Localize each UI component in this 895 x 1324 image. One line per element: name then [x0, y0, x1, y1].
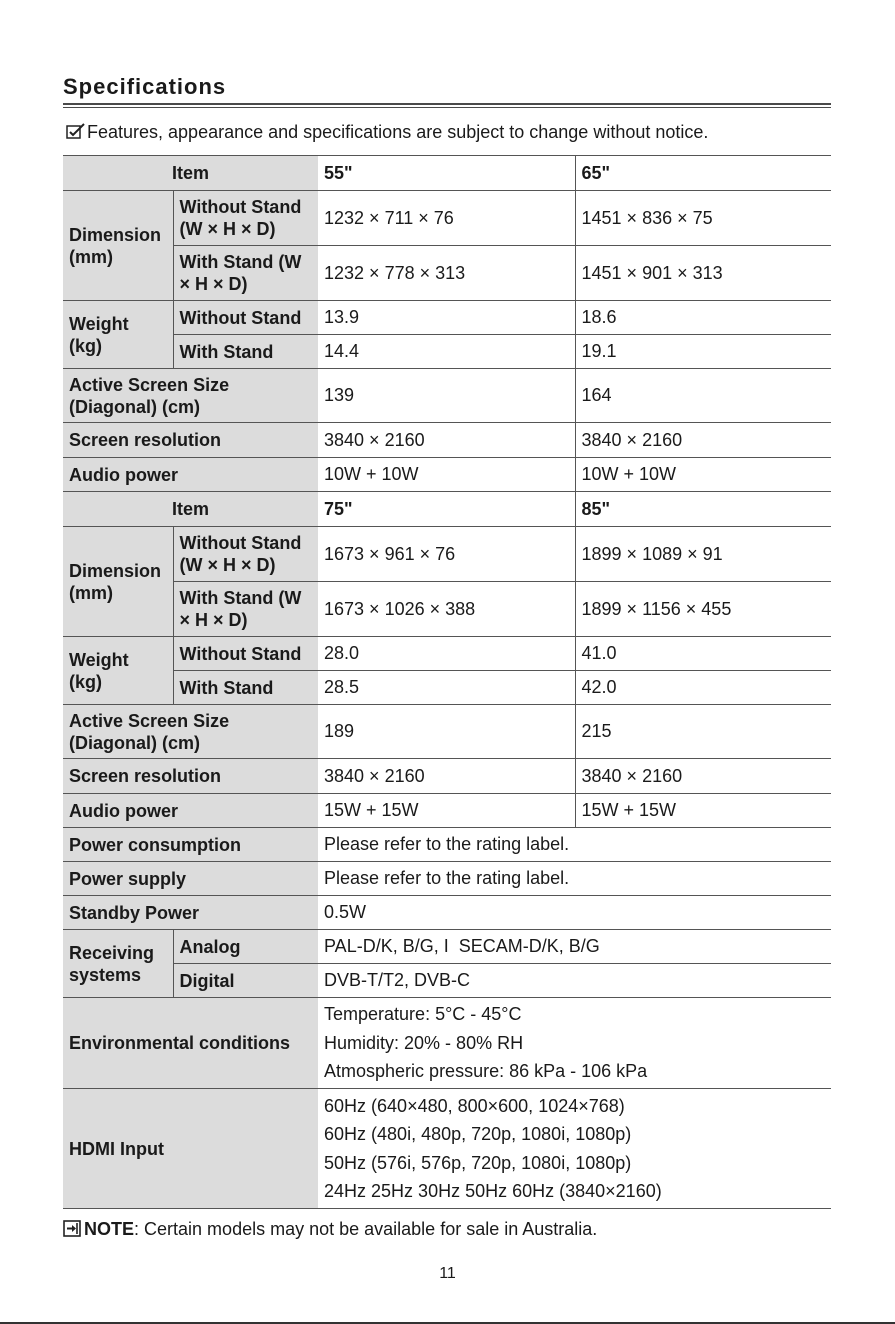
- analog-label: Analog: [173, 930, 318, 964]
- table-row: [63, 964, 831, 998]
- without-stand-label: Without Stand (W × H × D): [173, 527, 318, 582]
- table-row: [63, 998, 831, 1089]
- table-row: [63, 246, 831, 301]
- disclaimer: [66, 122, 708, 143]
- table-cell: 164: [575, 369, 831, 423]
- table-cell: 0.5W: [318, 896, 831, 930]
- disclaimer-text: Features, appearance and specifications are subject to change without notice.: [87, 122, 709, 142]
- table-cell: 18.6: [575, 301, 831, 335]
- table-row: [63, 828, 831, 862]
- table-cell: 1451 × 901 × 313: [575, 246, 831, 301]
- model-header: 65": [575, 156, 831, 191]
- without-stand-label: Without Stand: [173, 301, 318, 335]
- table-cell: PAL-D/K, B/G, I SECAM-D/K, B/G: [318, 930, 831, 964]
- table-row: [63, 458, 831, 492]
- table-cell: 41.0: [575, 637, 831, 671]
- table-cell: 1673 × 1026 × 388: [318, 582, 575, 637]
- table-cell: 1673 × 961 × 76: [318, 527, 575, 582]
- model-header: 85": [575, 492, 831, 527]
- table-cell: 10W + 10W: [318, 458, 575, 492]
- without-stand-label: Without Stand (W × H × D): [173, 191, 318, 246]
- env-line: Atmospheric pressure: 86 kPa - 106 kPa: [324, 1061, 648, 1082]
- table-cell: Please refer to the rating label.: [318, 828, 831, 862]
- spec-table: [63, 155, 831, 1209]
- note-text: Certain models may not be available for sale in Australia.: [139, 1219, 598, 1239]
- hdmi-label: HDMI Input: [63, 1089, 318, 1209]
- title-rule-thin: [63, 107, 831, 108]
- table-cell: [318, 998, 831, 1089]
- table-cell: 28.5: [318, 671, 575, 705]
- table-row: [63, 1089, 831, 1209]
- table-row: [63, 759, 831, 794]
- note-colon: :: [134, 1219, 140, 1239]
- hdmi-line: 60Hz (640×480, 800×600, 1024×768): [324, 1095, 625, 1116]
- table-cell: 3840 × 2160: [318, 423, 575, 458]
- table-cell: [318, 1089, 831, 1209]
- table-row: [63, 492, 831, 527]
- weight-label: Weight (kg): [63, 637, 173, 705]
- table-cell: 13.9: [318, 301, 575, 335]
- table-row: [63, 527, 831, 582]
- table-cell: 10W + 10W: [575, 458, 831, 492]
- resolution-label: Screen resolution: [63, 759, 318, 794]
- table-cell: 189: [318, 705, 575, 759]
- table-cell: 1232 × 711 × 76: [318, 191, 575, 246]
- table-cell: 15W + 15W: [318, 794, 575, 828]
- standby-label: Standby Power: [63, 896, 318, 930]
- table-cell: 215: [575, 705, 831, 759]
- dimension-label: Dimension (mm): [63, 191, 173, 301]
- audio-label: Audio power: [63, 794, 318, 828]
- table-row: [63, 862, 831, 896]
- table-row: [63, 930, 831, 964]
- table-cell: 28.0: [318, 637, 575, 671]
- page-number: 11: [439, 1265, 456, 1282]
- screen-size-label: Active Screen Size (Diagonal) (cm): [63, 705, 318, 759]
- table-row: [63, 705, 831, 759]
- table-cell: 3840 × 2160: [575, 423, 831, 458]
- dimension-label: Dimension (mm): [63, 527, 173, 637]
- resolution-label: Screen resolution: [63, 423, 318, 458]
- note: [63, 1219, 597, 1240]
- weight-label: Weight (kg): [63, 301, 173, 369]
- table-row: [63, 896, 831, 930]
- table-row: [63, 582, 831, 637]
- model-header: 75": [318, 492, 575, 527]
- page-title: Specifications: [63, 74, 227, 99]
- table-cell: 1899 × 1156 × 455: [575, 582, 831, 637]
- table-row: [63, 335, 831, 369]
- table-cell: 3840 × 2160: [575, 759, 831, 794]
- model-header: 55": [318, 156, 575, 191]
- table-row: [63, 191, 831, 246]
- table-row: [63, 637, 831, 671]
- item-header: Item: [63, 492, 318, 527]
- with-stand-label: With Stand (W × H × D): [173, 246, 318, 301]
- receiving-label: Receiving systems: [63, 930, 173, 998]
- with-stand-label: With Stand: [173, 335, 318, 369]
- table-cell: 19.1: [575, 335, 831, 369]
- table-row: [63, 369, 831, 423]
- env-label: Environmental conditions: [63, 998, 318, 1089]
- table-row: [63, 156, 831, 191]
- table-row: [63, 794, 831, 828]
- table-cell: 14.4: [318, 335, 575, 369]
- digital-label: Digital: [173, 964, 318, 998]
- table-row: [63, 671, 831, 705]
- arrow-box-icon: [63, 1220, 81, 1237]
- table-row: [63, 423, 831, 458]
- table-cell: 139: [318, 369, 575, 423]
- with-stand-label: With Stand: [173, 671, 318, 705]
- checkbox-pencil-icon: [66, 123, 86, 140]
- hdmi-line: 50Hz (576i, 576p, 720p, 1080i, 1080p): [324, 1152, 632, 1173]
- table-cell: 15W + 15W: [575, 794, 831, 828]
- hdmi-line: 24Hz 25Hz 30Hz 50Hz 60Hz (3840×2160): [324, 1181, 662, 1201]
- power-supply-label: Power supply: [63, 862, 318, 896]
- audio-label: Audio power: [63, 458, 318, 492]
- note-label: NOTE: [84, 1219, 135, 1239]
- table-cell: Please refer to the rating label.: [318, 862, 831, 896]
- env-line: Humidity: 20% - 80% RH: [324, 1032, 524, 1053]
- table-cell: 42.0: [575, 671, 831, 705]
- table-cell: 3840 × 2160: [318, 759, 575, 794]
- hdmi-line: 60Hz (480i, 480p, 720p, 1080i, 1080p): [324, 1124, 632, 1144]
- table-cell: 1899 × 1089 × 91: [575, 527, 831, 582]
- table-cell: 1232 × 778 × 313: [318, 246, 575, 301]
- without-stand-label: Without Stand: [173, 637, 318, 671]
- screen-size-label: Active Screen Size (Diagonal) (cm): [63, 369, 318, 423]
- table-cell: 1451 × 836 × 75: [575, 191, 831, 246]
- title-rule: [63, 103, 831, 105]
- with-stand-label: With Stand (W × H × D): [173, 582, 318, 637]
- item-header: Item: [63, 156, 318, 191]
- env-line: Temperature: 5°C - 45°C: [324, 1004, 522, 1025]
- table-cell: DVB-T/T2, DVB-C: [318, 964, 831, 998]
- table-row: [63, 301, 831, 335]
- power-consumption-label: Power consumption: [63, 828, 318, 862]
